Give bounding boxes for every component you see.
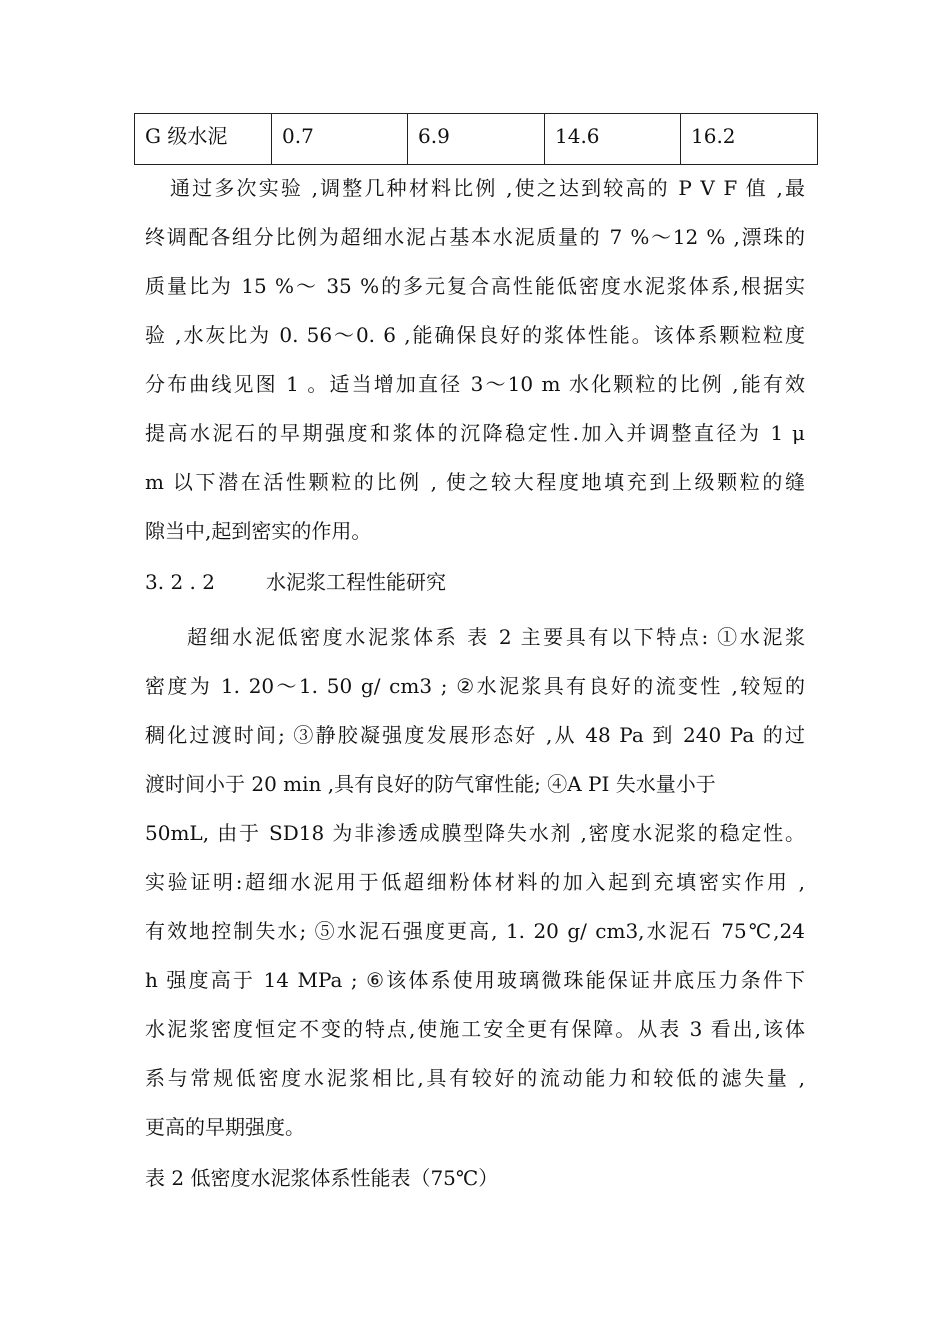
section-title: 水泥浆工程性能研究 — [266, 570, 446, 594]
paragraph-line: 有效地控制失水; ⑤水泥石强度更高, 1. 20 g/ cm3,水泥石 75℃,24 — [145, 919, 805, 943]
paragraph-line: 超细水泥低密度水泥浆体系 表 2 主要具有以下特点: ①水泥浆 — [187, 625, 805, 649]
table-cell: 14.6 — [545, 114, 681, 165]
paragraph-line: 水泥浆密度恒定不变的特点,使施工安全更有保障。从表 3 看出,该体 — [145, 1017, 805, 1041]
table-row — [135, 114, 818, 165]
paragraph-line: 系与常规低密度水泥浆相比,具有较好的流动能力和较低的滤失量 , — [145, 1066, 805, 1090]
table-cell: 0.7 — [272, 114, 408, 165]
paragraph-line: h 强度高于 14 MPa ; ⑥该体系使用玻璃微珠能保证井底压力条件下 — [145, 968, 805, 992]
paragraph-line: 稠化过渡时间; ③静胶凝强度发展形态好 ,从 48 Pa 到 240 Pa 的过 — [145, 723, 805, 747]
paragraph-line: 实验证明:超细水泥用于低超细粉体材料的加入起到充填密实作用 , — [145, 870, 805, 894]
paragraph-line: 通过多次实验 ,调整几种材料比例 ,使之达到较高的 P V F 值 ,最 — [170, 176, 805, 200]
paragraph-line: 渡时间小于 20 min ,具有良好的防气窜性能; ④A PI 失水量小于 — [145, 772, 716, 796]
paragraph-line: 隙当中,起到密实的作用。 — [145, 519, 372, 543]
paragraph-line: 质量比为 15 %～ 35 %的多元复合高性能低密度水泥浆体系,根据实 — [145, 274, 805, 298]
table-cell: 16.2 — [681, 114, 818, 165]
table-cell: 6.9 — [408, 114, 545, 165]
section-number: 3. 2 . 2 — [145, 570, 215, 594]
paragraph-line: 终调配各组分比例为超细水泥占基本水泥质量的 7 %～12 % ,漂珠的 — [145, 225, 805, 249]
paragraph-line: 分布曲线见图 1 。适当增加直径 3～10 m 水化颗粒的比例 ,能有效 — [145, 372, 805, 396]
paragraph-line: 提高水泥石的早期强度和浆体的沉降稳定性.加入并调整直径为 1 μ — [145, 421, 805, 445]
table-cell-material: G 级水泥 — [135, 114, 272, 165]
paragraph-line: 验 ,水灰比为 0. 56～0. 6 ,能确保良好的浆体性能。该体系颗粒粒度 — [145, 323, 805, 347]
table-caption: 表 2 低密度水泥浆体系性能表（75℃） — [145, 1166, 499, 1190]
paragraph-line: 更高的早期强度。 — [145, 1115, 305, 1139]
paragraph-line: m 以下潜在活性颗粒的比例 , 使之较大程度地填充到上级颗粒的缝 — [145, 470, 805, 494]
data-table-fragment — [134, 113, 818, 165]
paragraph-line: 密度为 1. 20～1. 50 g/ cm3 ; ②水泥浆具有良好的流变性 ,较短的 — [145, 674, 805, 698]
paragraph-line: 50mL, 由于 SD18 为非渗透成膜型降失水剂 ,密度水泥浆的稳定性。 — [145, 821, 805, 845]
